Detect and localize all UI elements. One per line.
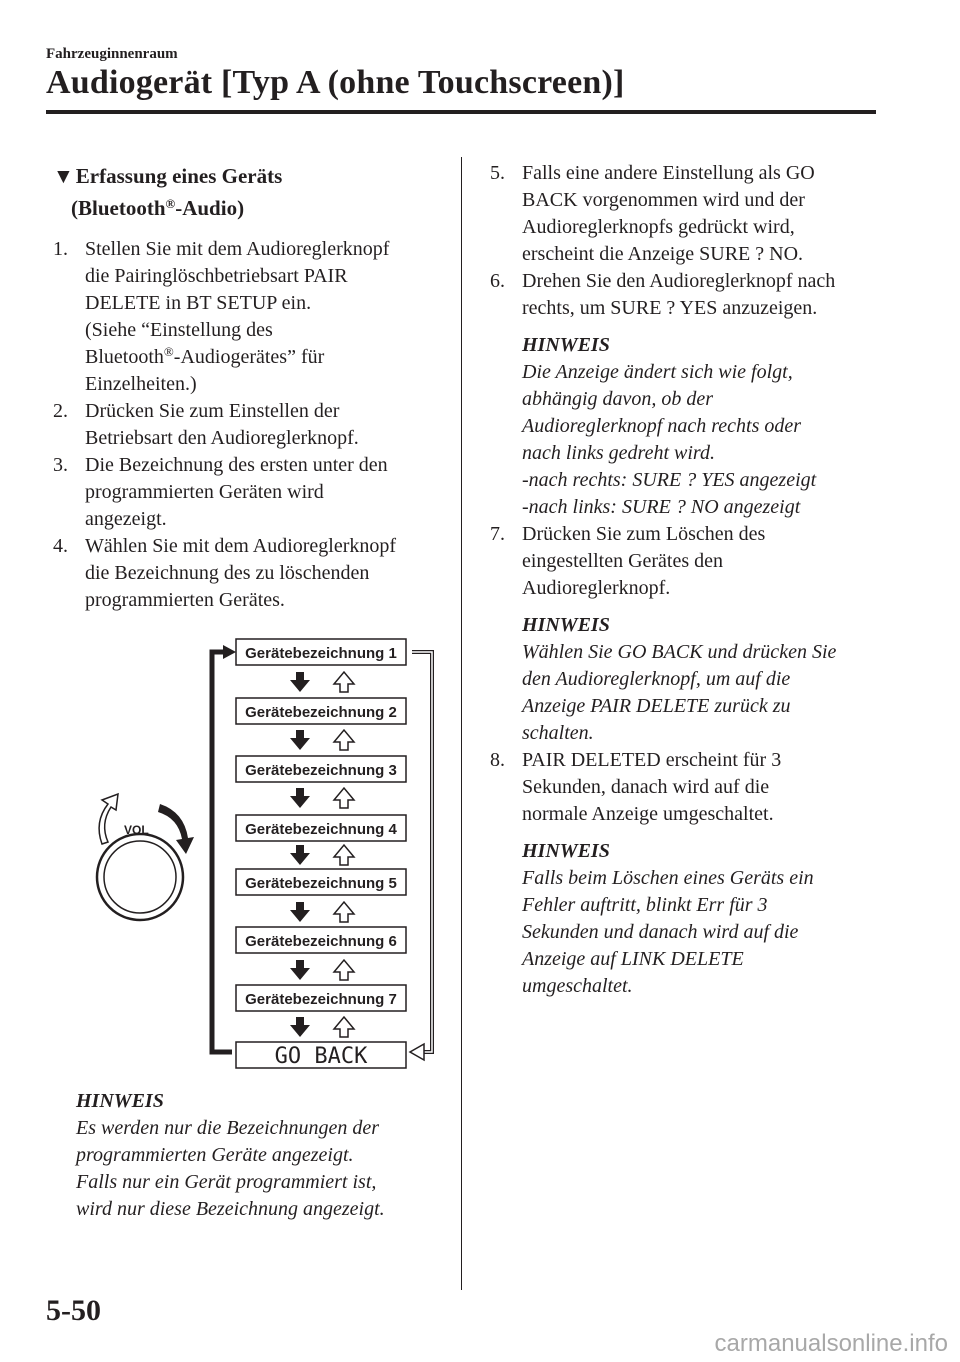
down-up-arrow-icon xyxy=(290,902,354,922)
step-line: Drücken Sie zum Einstellen der xyxy=(85,400,340,422)
note-line: umgeschaltet. xyxy=(522,975,633,997)
left-column xyxy=(53,160,448,614)
note-1 xyxy=(490,332,890,521)
down-up-arrow-icon xyxy=(290,788,354,808)
title-rule xyxy=(46,110,876,114)
note-line: Anzeige PAIR DELETE zurück zu xyxy=(522,695,791,717)
step-line: eingestellten Gerätes den xyxy=(522,550,724,572)
step-line: Stellen Sie mit dem Audioreglerknopf xyxy=(85,238,390,260)
note-line: Falls nur ein Gerät programmiert ist, xyxy=(76,1171,377,1193)
note-line: den Audioreglerknopf, um auf die xyxy=(522,668,791,690)
diagram-svg xyxy=(60,632,440,1072)
step-line: Betriebsart den Audioreglerknopf. xyxy=(85,427,359,449)
note-heading: HINWEIS xyxy=(522,334,610,356)
step-line: die Bezeichnung des zu löschenden xyxy=(85,562,370,584)
step-line: erscheint die Anzeige SURE ? NO. xyxy=(522,243,804,265)
step-4 xyxy=(53,533,448,614)
step-2 xyxy=(53,398,448,452)
back-loop-bracket xyxy=(410,652,432,1060)
down-up-arrow-icon xyxy=(290,1017,354,1037)
step-line: normale Anzeige umgeschaltet. xyxy=(522,803,774,825)
vol-label: VOL xyxy=(124,823,149,837)
note-line: -nach rechts: SURE ? YES angezeigt xyxy=(522,469,817,491)
note-line: Sekunden und danach wird auf die xyxy=(522,921,799,943)
step-line: Drehen Sie den Audioreglerknopf nach xyxy=(522,270,836,292)
step-8 xyxy=(490,747,890,828)
note-line: programmierten Geräte angezeigt. xyxy=(76,1144,354,1166)
step-line: die Pairinglöschbetriebsart PAIR xyxy=(85,265,348,287)
device-box-4 xyxy=(236,815,406,841)
forward-loop-bracket xyxy=(212,645,236,1052)
heading-line-1: Erfassung eines Geräts xyxy=(75,164,283,188)
down-up-arrow-icon xyxy=(290,672,354,692)
note-line: Anzeige auf LINK DELETE xyxy=(522,948,744,970)
step-7 xyxy=(490,521,890,602)
step-line: rechts, um SURE ? YES anzuzeigen. xyxy=(522,297,818,319)
step-line: angezeigt. xyxy=(85,508,167,530)
step-line: Wählen Sie mit dem Audioreglerknopf xyxy=(85,535,397,557)
step-number: 3. xyxy=(53,454,68,476)
step-line: Falls eine andere Einstellung als GO xyxy=(522,162,815,184)
note-line: schalten. xyxy=(522,722,594,744)
step-line: Einzelheiten.) xyxy=(85,373,197,395)
section-heading xyxy=(53,160,448,224)
note-line: Falls beim Löschen eines Geräts ein xyxy=(522,867,814,889)
device-box-2 xyxy=(236,698,406,724)
note-line: Fehler auftritt, blinkt Err für 3 xyxy=(522,894,768,916)
note-line: Wählen Sie GO BACK und drücken Sie xyxy=(522,641,837,663)
page-number: 5-50 xyxy=(46,1294,101,1327)
device-label: Gerätebezeichnung 1 xyxy=(245,645,397,662)
watermark: carmanualsonline.info xyxy=(714,1330,948,1357)
device-label: Gerätebezeichnung 3 xyxy=(245,762,397,779)
registered-mark: ® xyxy=(165,196,176,211)
step-line: programmierten Gerätes. xyxy=(85,589,285,611)
step-number: 6. xyxy=(490,270,505,292)
go-back-box xyxy=(236,1042,406,1069)
note-heading: HINWEIS xyxy=(522,614,610,636)
note-heading: HINWEIS xyxy=(522,840,610,862)
step-line xyxy=(85,344,448,371)
triangle-marker-icon: ▼ xyxy=(53,164,74,188)
note-2 xyxy=(490,612,890,747)
device-label: Gerätebezeichnung 5 xyxy=(245,875,397,892)
step-number: 7. xyxy=(490,523,505,545)
diagram-note xyxy=(76,1088,456,1223)
vol-knob-icon xyxy=(97,794,194,920)
heading-line-2-end: -Audio) xyxy=(175,196,245,220)
step-1 xyxy=(53,236,448,398)
device-box-5 xyxy=(236,869,406,895)
step-line: Drücken Sie zum Löschen des xyxy=(522,523,766,545)
note-line: -nach links: SURE ? NO angezeigt xyxy=(522,496,801,518)
step-number: 1. xyxy=(53,238,68,260)
step-line: PAIR DELETED erscheint für 3 xyxy=(522,749,782,771)
heading-line-2: (Bluetooth xyxy=(71,196,166,220)
note-3 xyxy=(490,838,890,1000)
device-label: Gerätebezeichnung 4 xyxy=(245,821,397,838)
device-label: Gerätebezeichnung 2 xyxy=(245,704,397,721)
step-number: 4. xyxy=(53,535,68,557)
registered-mark: ® xyxy=(163,344,174,359)
step-3 xyxy=(53,452,448,533)
rotate-right-arrow-icon xyxy=(158,804,194,854)
down-up-arrow-icon xyxy=(290,730,354,750)
device-box-7 xyxy=(236,985,406,1011)
step-text: -Audiogerätes” für xyxy=(173,346,325,368)
step-number: 5. xyxy=(490,162,505,184)
page-title: Audiogerät [Typ A (ohne Touchscreen)] xyxy=(46,64,625,101)
step-6 xyxy=(490,268,890,322)
note-line: abhängig davon, ob der xyxy=(522,388,714,410)
step-text: Bluetooth xyxy=(85,346,164,368)
step-line: Audioreglerknopf. xyxy=(522,577,671,599)
step-line: (Siehe “Einstellung des xyxy=(85,319,273,341)
device-label: Gerätebezeichnung 7 xyxy=(245,991,397,1008)
go-back-label: GO BACK xyxy=(274,1044,368,1069)
note-line: nach links gedreht wird. xyxy=(522,442,715,464)
rotate-left-arrow-icon xyxy=(99,794,118,844)
device-label: Gerätebezeichnung 6 xyxy=(245,933,397,950)
device-selection-diagram xyxy=(60,632,440,1072)
step-line: Sekunden, danach wird auf die xyxy=(522,776,770,798)
step-number: 8. xyxy=(490,749,505,771)
step-line: BACK vorgenommen wird und der xyxy=(522,189,805,211)
down-up-arrow-icon xyxy=(290,960,354,980)
step-line: Die Bezeichnung des ersten unter den xyxy=(85,454,388,476)
note-line: Es werden nur die Bezeichnungen der xyxy=(76,1117,380,1139)
device-box-6 xyxy=(236,927,406,953)
step-number: 2. xyxy=(53,400,68,422)
device-box-3 xyxy=(236,756,406,782)
section-label: Fahrzeuginnenraum xyxy=(46,46,178,62)
note-line: Die Anzeige ändert sich wie folgt, xyxy=(522,361,793,383)
column-divider xyxy=(461,157,462,1290)
arrow-pairs xyxy=(290,672,354,1037)
note-line: Audioreglerknopf nach rechts oder xyxy=(522,415,802,437)
right-column xyxy=(490,160,890,1000)
step-line: DELETE in BT SETUP ein. xyxy=(85,292,312,314)
note-line: wird nur diese Bezeichnung angezeigt. xyxy=(76,1198,385,1220)
note-heading: HINWEIS xyxy=(76,1090,164,1112)
device-box-1 xyxy=(236,639,406,665)
step-line: programmierten Geräten wird xyxy=(85,481,324,503)
step-line: Audioreglerknopfs gedrückt wird, xyxy=(522,216,795,238)
down-up-arrow-icon xyxy=(290,845,354,865)
step-5 xyxy=(490,160,890,268)
